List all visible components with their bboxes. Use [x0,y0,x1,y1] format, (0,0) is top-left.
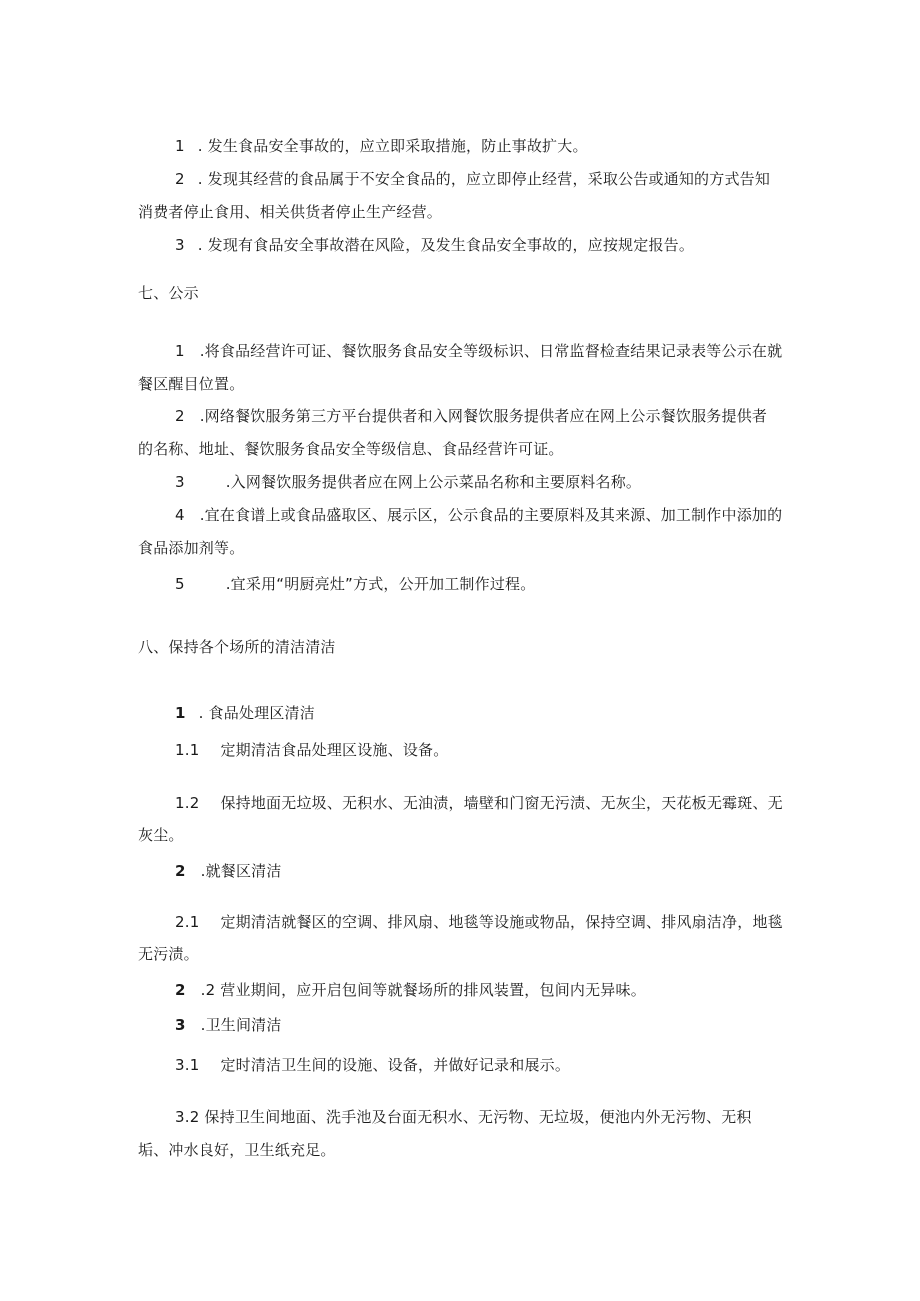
item-number: 2 [175,981,186,999]
item-text: .将食品经营许可证、餐饮服务食品安全等级标识、日常监督检查结果记录表等公示在就 [199,342,783,360]
item-number: 1.2 [175,794,200,812]
s8-3-2: 3.2 保持卫生间地面、洗手池及台面无积水、无污物、无垃圾，便池内外无污物、无积 [175,1108,752,1126]
item-number: 2.1 [175,913,200,931]
s7-item-5 [175,574,535,594]
s6-item-1 [175,136,588,156]
item-text: 定期清洁就餐区的空调、排风扇、地毯等设施或物品，保持空调、排风扇洁净，地毯 [220,913,783,931]
item-text: 定时清洁卫生间的设施、设备，并做好记录和展示。 [220,1056,571,1074]
s7-item-4 [175,505,782,525]
s8-1-2-cont: 灰尘。 [138,826,184,844]
item-text: . 发现其经营的食品属于不安全食品的，应立即停止经营，采取公告或通知的方式告知 [197,170,771,188]
s7-item-3 [175,472,641,492]
s7-item-2-cont: 的名称、地址、餐饮服务食品安全等级信息、食品经营许可证。 [138,440,564,458]
item-number: 4 [175,506,185,524]
item-number: 3 [175,473,185,491]
sub-title: .就餐区清洁 [200,862,282,880]
s8-2-1-cont: 无污渍。 [138,945,199,963]
item-text: .宜采用“明厨亮灶”方式，公开加工制作过程。 [225,575,536,593]
section-heading-7: 七、公示 [138,284,199,302]
s8-2-2 [175,980,646,1000]
sub-number: 2 [175,862,186,880]
section-heading-8: 八、保持各个场所的清洁清洁 [138,638,336,656]
sub-title: . 食品处理区清洁 [198,704,315,722]
sub-title: .卫生间清洁 [200,1016,282,1034]
s6-item-2-cont: 消费者停止食用、相关供货者停止生产经营。 [138,203,443,221]
s6-item-2 [175,169,770,189]
s7-item-2 [175,406,767,426]
item-number: 3 [175,236,185,254]
s6-item-3 [175,235,694,255]
s7-item-1 [175,341,782,361]
item-text: .宜在食谱上或食品盛取区、展示区，公示食品的主要原料及其来源、加工制作中添加的 [199,506,783,524]
s8-sub-1 [175,703,315,723]
item-text: 定期清洁食品处理区设施、设备。 [220,741,449,759]
item-number: 2 [175,407,185,425]
item-text: .入网餐饮服务提供者应在网上公示菜品名称和主要原料名称。 [225,473,642,491]
s8-sub-2 [175,861,282,881]
item-text: . 发生食品安全事故的，应立即采取措施，防止事故扩大。 [197,137,588,155]
item-number: 1 [175,342,185,360]
s8-1-1 [175,740,448,760]
item-text: 保持地面无垃圾、无积水、无油渍，墙壁和门窗无污渍、无灰尘，天花板无霉斑、无 [220,794,783,812]
item-number: 1 [175,137,185,155]
s8-sub-3 [175,1015,282,1035]
s8-1-2 [175,793,783,813]
item-text: .网络餐饮服务第三方平台提供者和入网餐饮服务提供者应在网上公示餐饮服务提供者 [199,407,768,425]
sub-number: 1 [175,704,186,722]
s8-3-2-cont: 垢、冲水良好，卫生纸充足。 [138,1141,336,1159]
s8-3-1 [175,1055,570,1075]
item-number: 1.1 [175,741,200,759]
s8-2-1 [175,912,783,932]
item-number: 5 [175,575,185,593]
item-number: 3.1 [175,1056,200,1074]
item-text: .2 营业期间，应开启包间等就餐场所的排风装置，包间内无异味。 [200,981,646,999]
s7-item-1-cont: 餐区醒目位置。 [138,375,245,393]
s7-item-4-cont: 食品添加剂等。 [138,539,245,557]
sub-number: 3 [175,1016,186,1034]
item-number: 2 [175,170,185,188]
item-text: . 发现有食品安全事故潜在风险，及发生食品安全事故的，应按规定报告。 [197,236,695,254]
